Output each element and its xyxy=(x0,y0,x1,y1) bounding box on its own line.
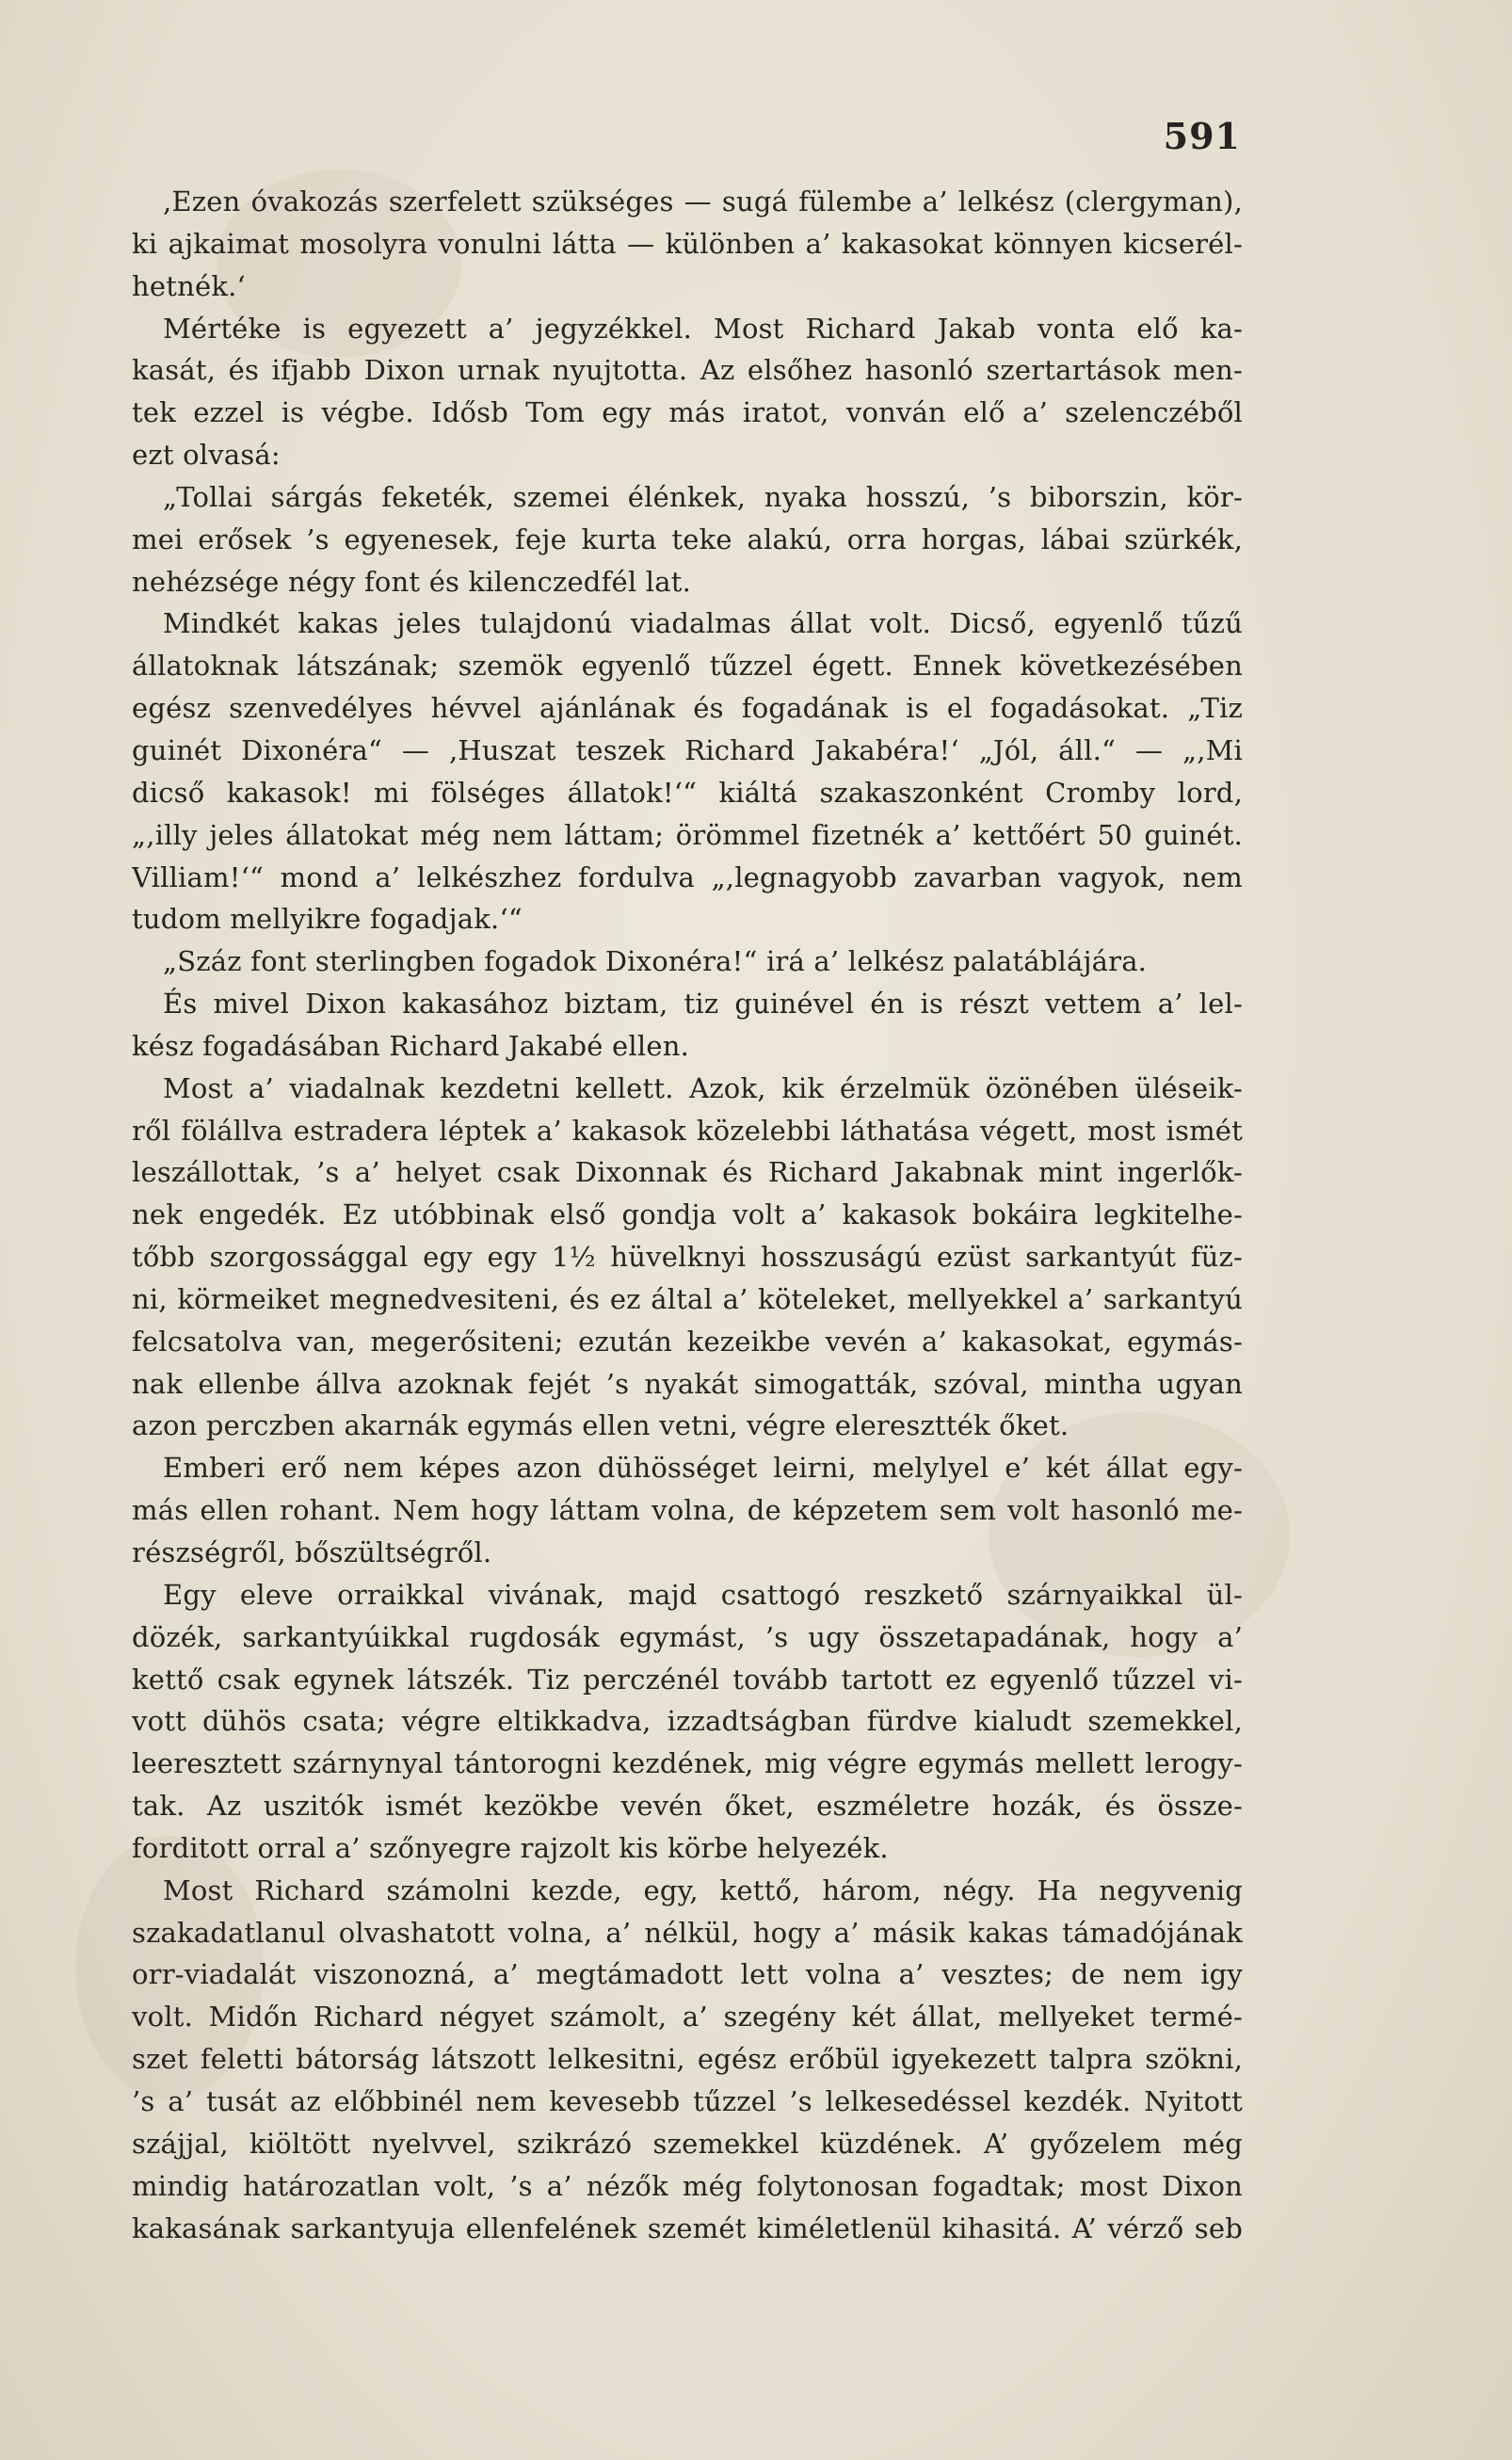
text-line: tőbb szorgossággal egy egy 1½ hüvelknyi hosszuságú ezüst sarkantyút füz- xyxy=(132,1241,1243,1274)
text-line: És mivel Dixon kakasához biztam, tiz guinével én is részt vettem a’ lel- xyxy=(163,988,1243,1021)
text-line: „Tollai sárgás feketék, szemei élénkek, nyaka hosszú, ’s biborszin, kör- xyxy=(163,480,1243,513)
text-line: felcsatolva van, megerősiteni; ezután kezeikbe vevén a’ kakasokat, egymás- xyxy=(132,1325,1243,1358)
text-line: ezt olvasá: xyxy=(132,439,281,472)
text-line: szet feletti bátorság látszott lelkesitni, egész erőbül igyekezett talpra szökni, xyxy=(132,2043,1243,2076)
text-line: Most a’ viadalnak kezdetni kellett. Azok, kik érzelmük özönében üléseik- xyxy=(163,1071,1243,1104)
text-line: guinét Dixonéra“ — ,Huszat teszek Richard Jakabéra!‘ „Jól, áll.“ — „,Mi xyxy=(132,733,1243,766)
text-line: dicső kakasok! mi fölséges állatok!‘“ kiáltá szakaszonként Cromby lord, xyxy=(132,776,1243,809)
text-line: Mindkét kakas jeles tulajdonú viadalmas állat volt. Dicső, egyenlő tűzű xyxy=(163,607,1243,640)
text-line: forditott orral a’ szőnyegre rajzolt kis körbe helyezék. xyxy=(132,1831,889,1864)
text-line: Emberi erő nem képes azon dühösséget leirni, melylyel e’ két állat egy- xyxy=(163,1452,1243,1485)
text-line: leszállottak, ’s a’ helyet csak Dixonnak és Richard Jakabnak mint ingerlők- xyxy=(132,1156,1243,1189)
text-line: kettő csak egynek látszék. Tiz perczénél tovább tartott ez egyenlő tűzzel vi- xyxy=(132,1663,1243,1696)
text-line: mei erősek ’s egyenesek, feje kurta teke alakú, orra horgas, lábai szürkék, xyxy=(132,523,1243,555)
text-line: mindig határozatlan volt, ’s a’ nézők még folytonosan fogadtak; most Dixon xyxy=(132,2169,1243,2202)
text-line: szájjal, kiöltött nyelvvel, szikrázó szemekkel küzdének. A’ győzelem még xyxy=(132,2127,1243,2160)
text-line: tak. Az uszitók ismét kezökbe vevén őket, eszméletre hozák, és össze- xyxy=(132,1790,1243,1823)
text-line: volt. Midőn Richard négyet számolt, a’ szegény két állat, mellyeket termé- xyxy=(132,2001,1243,2034)
text-line: ,Ezen óvakozás szerfelett szükséges — sugá fülembe a’ lelkész (clergyman), xyxy=(163,185,1243,217)
text-line: vott dühös csata; végre eltikkadva, izzadtságban fürdve kialudt szemekkel, xyxy=(132,1705,1243,1738)
text-line: „Száz font sterlingben fogadok Dixonéra!“ irá a’ lelkész palatáblájára. xyxy=(163,945,1148,978)
text-line: egész szenvedélyes hévvel ajánlának és fogadának is el fogadásokat. „Tiz xyxy=(132,692,1243,725)
text-line: kakasának sarkantyuja ellenfelének szemét kiméletlenül kihasitá. A’ vérző seb xyxy=(132,2211,1243,2244)
text-line: kész fogadásában Richard Jakabé ellen. xyxy=(132,1029,689,1062)
text-line: leeresztett szárnynyal tántorogni kezdének, mig végre egymás mellett lerogy- xyxy=(132,1747,1243,1780)
text-line: Mértéke is egyezett a’ jegyzékkel. Most Richard Jakab vonta elő ka- xyxy=(163,312,1243,345)
text-line: tek ezzel is végbe. Idősb Tom egy más iratot, vonván elő a’ szelenczéből xyxy=(132,396,1243,429)
text-line: szakadatlanul olvashatott volna, a’ nélkül, hogy a’ másik kakas támadójának xyxy=(132,1916,1243,1949)
body-text xyxy=(132,181,1243,2249)
text-line: hetnék.‘ xyxy=(132,269,246,302)
text-line: ki ajkaimat mosolyra vonulni látta — különben a’ kakasokat könnyen kicserél- xyxy=(132,227,1243,260)
text-line: Egy eleve orraikkal vivának, majd csattogó reszkető szárnyaikkal ül- xyxy=(163,1578,1243,1611)
text-line: nak ellenbe állva azoknak fejét ’s nyakát simogatták, szóval, mintha ugyan xyxy=(132,1367,1243,1400)
text-line: azon perczben akarnák egymás ellen vetni, végre eleresztték őket. xyxy=(132,1409,1070,1442)
text-line: állatoknak látszának; szemök egyenlő tűzzel égett. Ennek következésében xyxy=(132,650,1243,683)
text-line: részségről, bőszültségről. xyxy=(132,1536,492,1568)
text-line: tudom mellyikre fogadjak.‘“ xyxy=(132,903,523,936)
text-line: kasát, és ifjabb Dixon urnak nyujtotta. Az elsőhez hasonló szertartások men- xyxy=(132,354,1243,387)
text-line: más ellen rohant. Nem hogy láttam volna, de képzetem sem volt hasonló me- xyxy=(132,1494,1243,1527)
text-line: „,illy jeles állatokat még nem láttam; örömmel fizetnék a’ kettőért 50 guinét. xyxy=(132,818,1243,851)
text-line: nehézsége négy font és kilenczedfél lat. xyxy=(132,565,691,598)
text-line: ről fölállva estradera léptek a’ kakasok közelebbi láthatása végett, most ismét xyxy=(132,1114,1243,1147)
text-line: Most Richard számolni kezde, egy, kettő, három, négy. Ha negyvenig xyxy=(163,1873,1243,1906)
text-line: ’s a’ tusát az előbbinél nem kevesebb tűzzel ’s lelkesedéssel kezdék. Nyitott xyxy=(132,2084,1243,2117)
text-line: orr-viadalát viszonozná, a’ megtámadott lett volna a’ vesztes; de nem igy xyxy=(132,1958,1243,1991)
text-line: Villiam!‘“ mond a’ lelkészhez fordulva „,legnagyobb zavarban vagyok, nem xyxy=(132,860,1243,893)
page-number: 591 xyxy=(1163,115,1241,157)
text-line: dözék, sarkantyúikkal rugdosák egymást, ’s ugy összetapadának, hogy a’ xyxy=(132,1620,1243,1653)
text-line: ni, körmeiket megnedvesiteni, és ez által a’ köteleket, mellyekkel a’ sarkantyú xyxy=(132,1282,1243,1315)
text-line: nek engedék. Ez utóbbinak első gondja volt a’ kakasok bokáira legkitelhe- xyxy=(132,1198,1243,1231)
